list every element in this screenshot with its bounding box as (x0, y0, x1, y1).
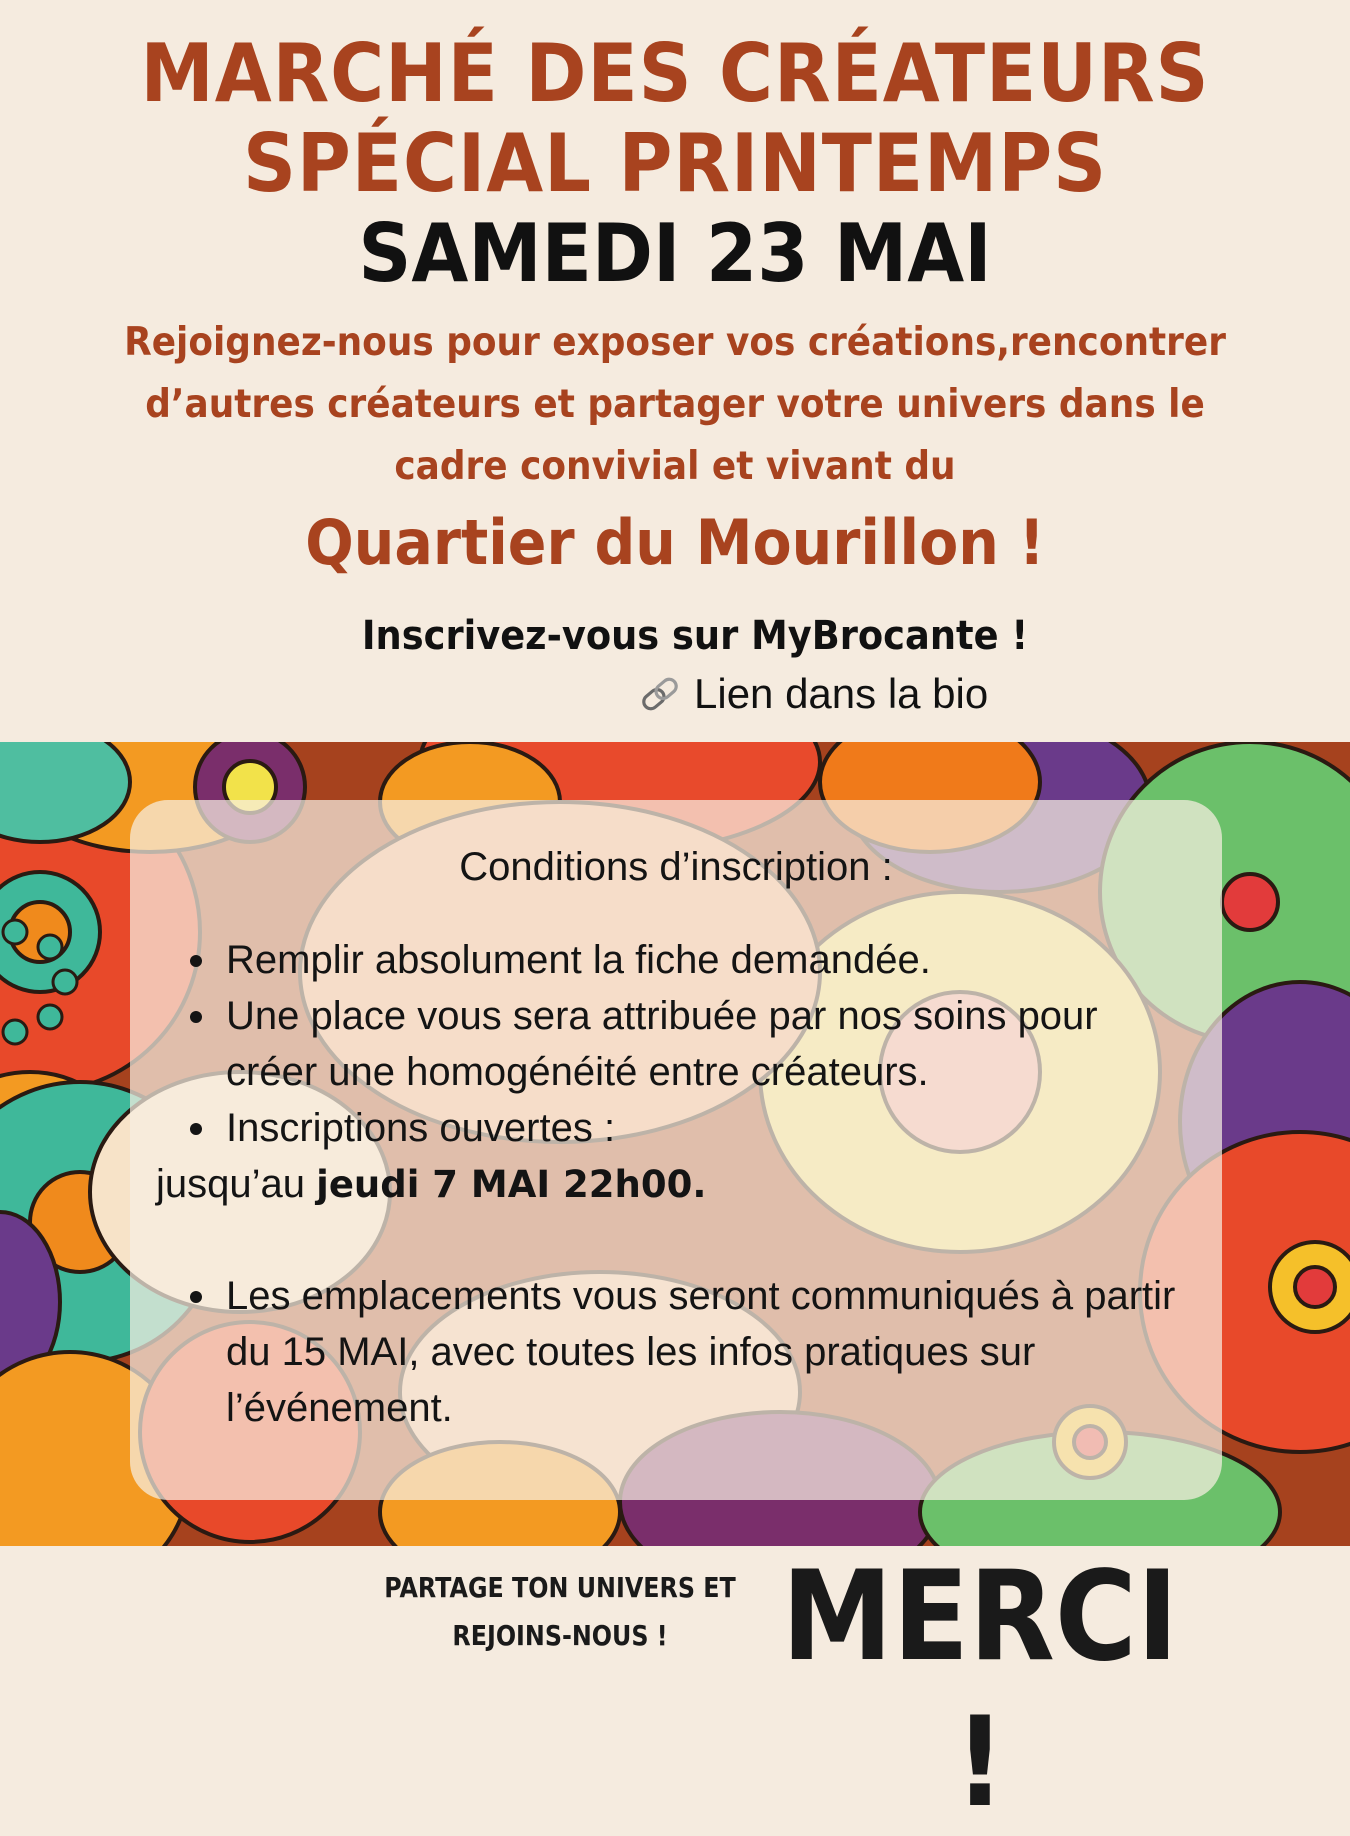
location-highlight: Quartier du Mourillon ! (305, 506, 1045, 579)
intro-text: Rejoignez-nous pour exposer vos créations,rencontrer d’autres créateurs et partager votre univers dans le cadre convivial et vivant du (124, 320, 1226, 489)
bullet-icon (190, 955, 202, 967)
thanks-message: MERCI ! (781, 1545, 1179, 1835)
deadline-value: jeudi 7 MAI 22h00. (316, 1163, 707, 1206)
condition-text: Remplir absolument la fiche demandée. (226, 938, 931, 982)
event-date: SAMEDI 23 MAI (358, 207, 992, 300)
condition-text: Une place vous sera attribuée par nos soins pour créer une homogénéité entre créateurs. (226, 994, 1098, 1094)
conditions-title: Conditions d’inscription : (459, 845, 893, 889)
bullet-icon (190, 1291, 202, 1303)
bullet-icon (190, 1011, 202, 1023)
conditions-card (130, 800, 1222, 1500)
condition-text: Inscriptions ouvertes : (226, 1106, 616, 1150)
poster-title-line-1: MARCHÉ DES CRÉATEURS (140, 27, 1210, 120)
registration-deadline (156, 1156, 706, 1213)
poster-header (0, 0, 1350, 742)
share-message: PARTAGE TON UNIVERS ET REJOINS-NOUS ! (384, 1571, 736, 1652)
poster-title-line-2: SPÉCIAL PRINTEMPS (242, 117, 1108, 210)
condition-text: Les emplacements vous seront communiqués à partir du 15 MAI, avec toutes les infos pratiques sur l’événement. (226, 1274, 1176, 1430)
bullet-icon (190, 1123, 202, 1135)
bio-link[interactable] (638, 668, 988, 720)
link-icon (638, 674, 682, 714)
signup-call-to-action: Inscrivez-vous sur MyBrocante ! (361, 613, 1029, 659)
deadline-prefix: jusqu’au (156, 1162, 306, 1206)
poster-footer (0, 1545, 1350, 1835)
bio-link-label: Lien dans la bio (694, 670, 989, 717)
